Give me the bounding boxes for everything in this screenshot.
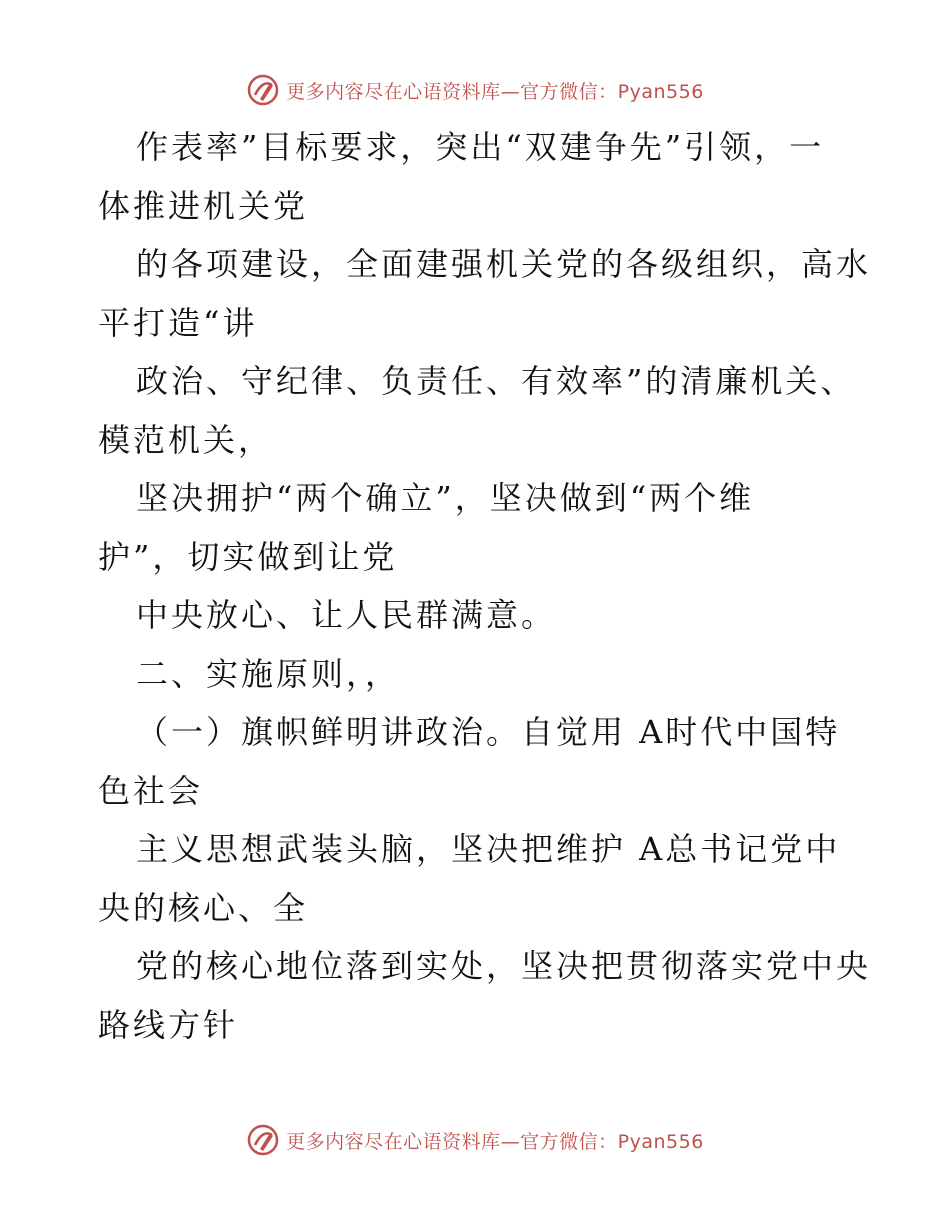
text-line: 路线方针	[98, 1005, 239, 1044]
text-line: 党的核心地位落到实处，坚决把贯彻落实党中央	[136, 947, 872, 985]
text-line: 央的核心、全	[98, 888, 309, 927]
section-heading: 二、实施原则，，	[136, 654, 401, 693]
text-line: 作表率”目标要求，突出“双建争先”引领，一	[136, 128, 825, 166]
text-line: 的各项建设，全面建强机关党的各级组织，高水	[136, 245, 872, 283]
header-banner-text: 更多内容尽在心语资料库—官方微信：Pyan556	[286, 80, 704, 103]
text-line: 政治、守纪律、负责任、有效率”的清廉机关、	[136, 362, 856, 400]
footer-banner-text: 更多内容尽在心语资料库—官方微信：Pyan556	[286, 1130, 704, 1153]
document-body	[98, 118, 872, 1054]
text-line: 中央放心、让人民群满意。	[136, 596, 557, 634]
text-line: 坚决拥护“两个确立”，坚决做到“两个维	[136, 479, 755, 517]
logo-icon	[246, 1123, 280, 1157]
text-line: 模范机关，	[98, 420, 274, 459]
text-line: 色社会	[98, 771, 204, 810]
text-line: 护”，切实做到让党	[98, 537, 398, 576]
text-line: 主义思想武装头脑，坚决把维护 A总书记党中	[136, 830, 841, 868]
header-banner	[0, 70, 950, 110]
subsection-heading: （一）旗帜鲜明讲政治。自觉用 A时代中国特	[136, 713, 841, 751]
text-line: 平打造“讲	[98, 303, 258, 342]
logo-icon	[246, 73, 280, 107]
text-line: 体推进机关党	[98, 186, 309, 225]
footer-banner	[0, 1120, 950, 1160]
